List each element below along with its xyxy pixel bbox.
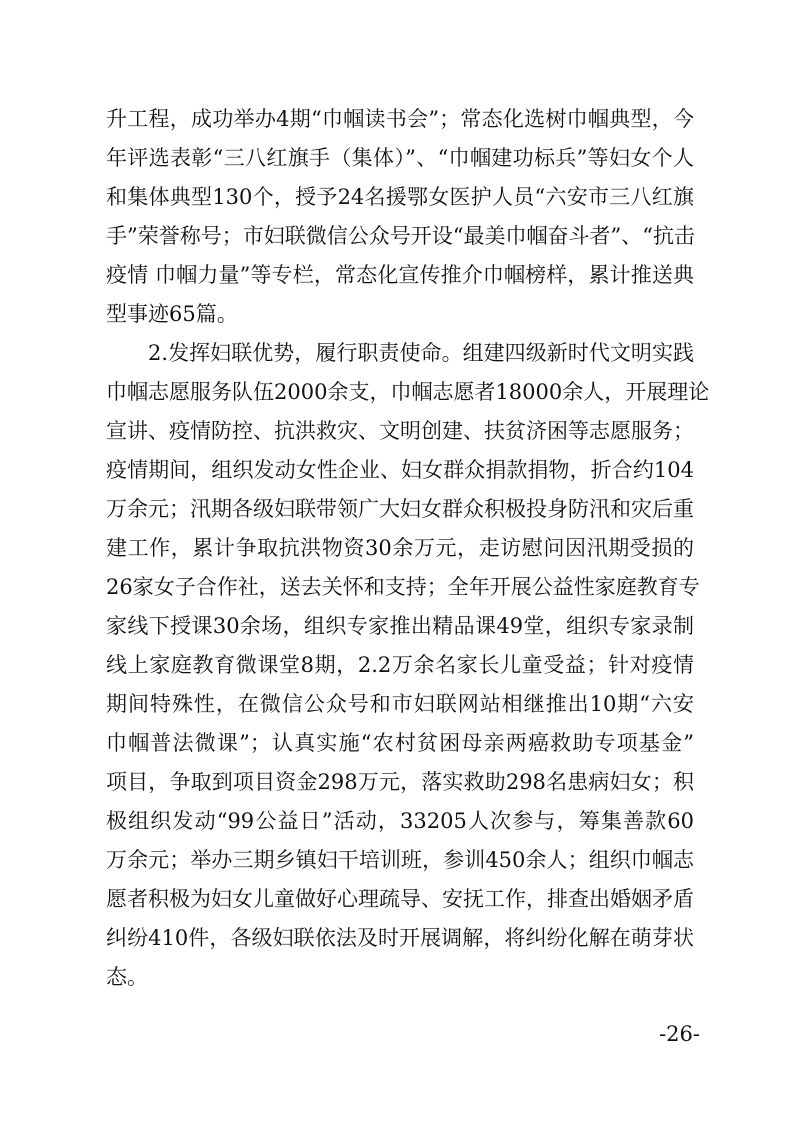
text-line: 态。 (106, 965, 148, 989)
text-line: 巾帼普法微课”；认真实施“农村贫困母亲两癌救助专项基金” (106, 731, 694, 755)
text-line: 纠纷410件，各级妇联依法及时开展调解，将纠纷化解在萌芽状 (106, 926, 694, 950)
text-line: 家线下授课30余场，组织专家推出精品课49堂，组织专家录制 (106, 614, 694, 638)
text-line: 期间特殊性，在微信公众号和市妇联网站相继推出10期“六安 (106, 692, 694, 716)
text-line: 疫情期间，组织发动女性企业、妇女群众捐款捐物，折合约104 (106, 458, 694, 482)
text-line: 疫情 巾帼力量”等专栏，常态化宣传推介巾帼榜样，累计推送典 (106, 263, 694, 287)
text-line: 宣讲、疫情防控、抗洪救灾、文明创建、扶贫济困等志愿服务； (106, 419, 694, 443)
text-line: 手”荣誉称号；市妇联微信公众号开设“最美巾帼奋斗者”、“抗击 (106, 224, 695, 248)
text-line: 项目，争取到项目资金298万元，落实救助298名患病妇女；积 (106, 770, 694, 794)
text-line: 26家女子合作社，送去关怀和支持；全年开展公益性家庭教育专 (106, 575, 700, 599)
text-line: 和集体典型130个，授予24名援鄂女医护人员“六安市三八红旗 (106, 185, 694, 209)
text-line: 建工作，累计争取抗洪物资30余万元，走访慰问因汛期受损的 (106, 536, 694, 560)
text-line: 线上家庭教育微课堂8期，2.2万余名家长儿童受益；针对疫情 (106, 653, 694, 677)
text-line: 愿者积极为妇女儿童做好心理疏导、安抚工作，排查出婚姻矛盾 (106, 887, 694, 911)
text-line: 型事迹65篇。 (106, 302, 238, 326)
text-line: 升工程，成功举办4期“巾帼读书会”；常态化选树巾帼典型，今 (106, 107, 694, 131)
text-line: 巾帼志愿服务队伍2000余支，巾帼志愿者18000余人，开展理论 (106, 380, 710, 404)
text-line: 年评选表彰“三八红旗手（集体）”、“巾帼建功标兵”等妇女个人 (106, 146, 694, 170)
page-number: -26- (659, 1022, 700, 1046)
text-line: 万余元；汛期各级妇联带领广大妇女群众积极投身防汛和灾后重 (106, 497, 694, 521)
text-line: 极组织发动“99公益日”活动，33205人次参与，筹集善款60 (106, 809, 694, 833)
text-line: 万余元；举办三期乡镇妇干培训班，参训450余人；组织巾帼志 (106, 848, 694, 872)
text-line: 2.发挥妇联优势，履行职责使命。组建四级新时代文明实践 (148, 341, 694, 365)
